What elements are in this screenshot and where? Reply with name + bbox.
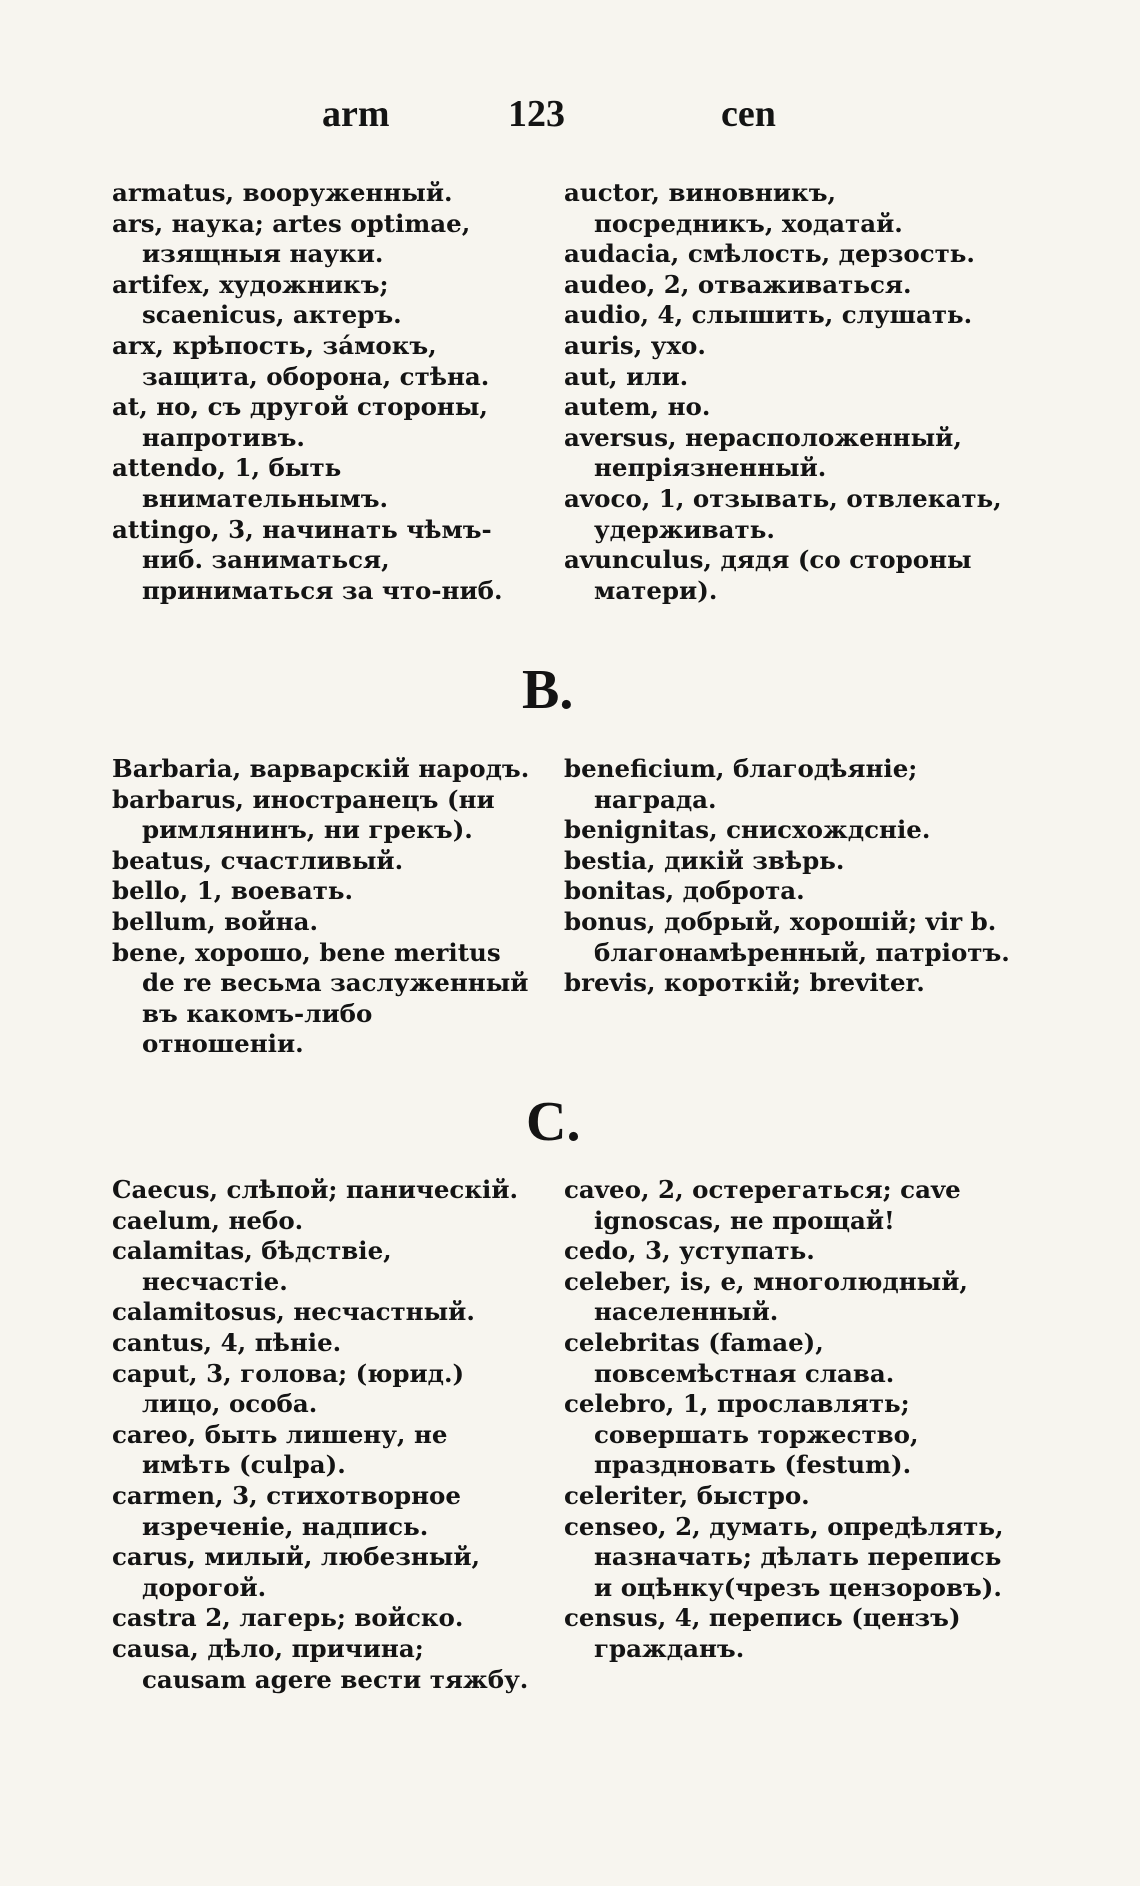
entry-castra: castra 2, лагерь; войско.: [112, 1603, 464, 1633]
entry-careo: careo, быть лишену, не имѣть (culpa).: [112, 1419, 448, 1480]
entry-bonus: bonus, добрый, хорошій; vir b. благонамѣренный, патріотъ.: [564, 906, 1010, 967]
entry-beatus: beatus, счастливый.: [112, 845, 404, 875]
entry-artifex: artifex, художникъ; scaenicus, актеръ.: [112, 269, 402, 330]
entry-aut: aut, или.: [564, 361, 689, 391]
section-b-left-column: [112, 754, 532, 1060]
entry-avoco: avoco, 1, отзывать, отвлекать, удерживать.: [564, 483, 1002, 544]
entry-autem: autem, но.: [564, 392, 711, 422]
entry-bello: bello, 1, воевать.: [112, 876, 354, 906]
entry-census: census, 4, перепись (цензъ) гражданъ.: [564, 1603, 961, 1663]
guide-word-last: cen: [721, 93, 776, 135]
entry-caelum: caelum, небо.: [112, 1205, 304, 1235]
entry-caveo: caveo, 2, остерегаться; cave ignoscas, не прощай!: [564, 1175, 961, 1235]
entry-armatus: armatus, вооруженный.: [112, 178, 453, 207]
entry-audio: audio, 4, слышить, слушать.: [564, 300, 973, 330]
entry-celebro: celebro, 1, прославлять; совершать торжество, праздновать (festum).: [564, 1389, 919, 1480]
section-a-left-column: [112, 178, 532, 606]
entry-arx: arx, крѣпость, за́мокъ, защита, оборона, стѣна.: [112, 330, 490, 391]
letter-heading-c: C.: [526, 1091, 581, 1153]
entry-causa: causa, дѣло, причина; causam agere вести тяжбу.: [112, 1633, 529, 1694]
running-head: [0, 92, 1140, 142]
entry-celeriter: celeriter, быстро.: [564, 1480, 810, 1510]
section-c-right-column: [564, 1175, 1019, 1665]
entry-bene: bene, хорошо, bene meritus de re весьма заслуженный въ какомъ-либо отношеніи.: [112, 937, 529, 1059]
entry-caput: caput, 3, голова; (юрид.) лицо, особа.: [112, 1358, 465, 1419]
entry-attingo: attingo, 3, начинать чѣмъ-ниб. заниматься, приниматься за что-ниб.: [112, 514, 503, 605]
entry-calamitosus: calamitosus, несчастный.: [112, 1297, 475, 1327]
section-b-right-column: [564, 754, 1019, 999]
entry-barbaria: Barbaria, варварскій народъ.: [112, 754, 530, 783]
letter-heading-b: B.: [522, 659, 574, 721]
entry-bellum: bellum, война.: [112, 906, 319, 936]
entry-brevis: brevis, короткій; breviter.: [564, 968, 925, 998]
entry-at: at, но, съ другой стороны, напротивъ.: [112, 392, 488, 452]
entry-benignitas: benignitas, снисхождсніе.: [564, 815, 931, 845]
entry-avunculus: avunculus, дядя (со стороны матери).: [564, 545, 972, 605]
entry-audeo: audeo, 2, отваживаться.: [564, 269, 912, 299]
entry-caecus: Caecus, слѣпой; паническій.: [112, 1175, 519, 1204]
entry-censeo: censeo, 2, думать, опредѣлять, назначать; дѣлать перепись и оцѣнку(чрезъ цензоровъ).: [564, 1511, 1004, 1602]
entry-attendo: attendo, 1, быть внимательнымъ.: [112, 453, 389, 513]
entry-aversus: aversus, нерасположенный, непріязненный.: [564, 422, 962, 483]
entry-barbarus: barbarus, иностранецъ (ни римлянинъ, ни грекъ).: [112, 784, 495, 845]
entry-celeber: celeber, is, e, многолюдный, населенный.: [564, 1266, 968, 1327]
entry-carmen: carmen, 3, стихотворное изреченіе, надпись.: [112, 1480, 461, 1541]
entry-beneficium: beneficium, благодѣяніе; награда.: [564, 754, 918, 814]
guide-word-first: arm: [322, 93, 390, 135]
entry-audacia: audacia, смѣлость, дерзость.: [564, 239, 975, 269]
entry-carus: carus, милый, любезный, дорогой.: [112, 1542, 481, 1602]
entry-cedo: cedo, 3, уступать.: [564, 1236, 815, 1266]
entry-cantus: cantus, 4, пѣніе.: [112, 1327, 342, 1357]
entry-auctor: auctor, виновникъ, посредникъ, ходатай.: [564, 178, 903, 238]
entry-bonitas: bonitas, доброта.: [564, 876, 805, 906]
page-number: 123: [508, 93, 565, 135]
section-c-left-column: [112, 1175, 532, 1695]
entry-celebritas: celebritas (famae), повсемѣстная слава.: [564, 1327, 895, 1388]
entry-auris: auris, ухо.: [564, 330, 706, 360]
entry-bestia: bestia, дикій звѣрь.: [564, 845, 845, 875]
entry-calamitas: calamitas, бѣдствіе, несчастіе.: [112, 1236, 392, 1296]
entry-ars: ars, наука; artes optimae, изящныя науки.: [112, 208, 471, 269]
section-a-right-column: [564, 178, 1019, 606]
